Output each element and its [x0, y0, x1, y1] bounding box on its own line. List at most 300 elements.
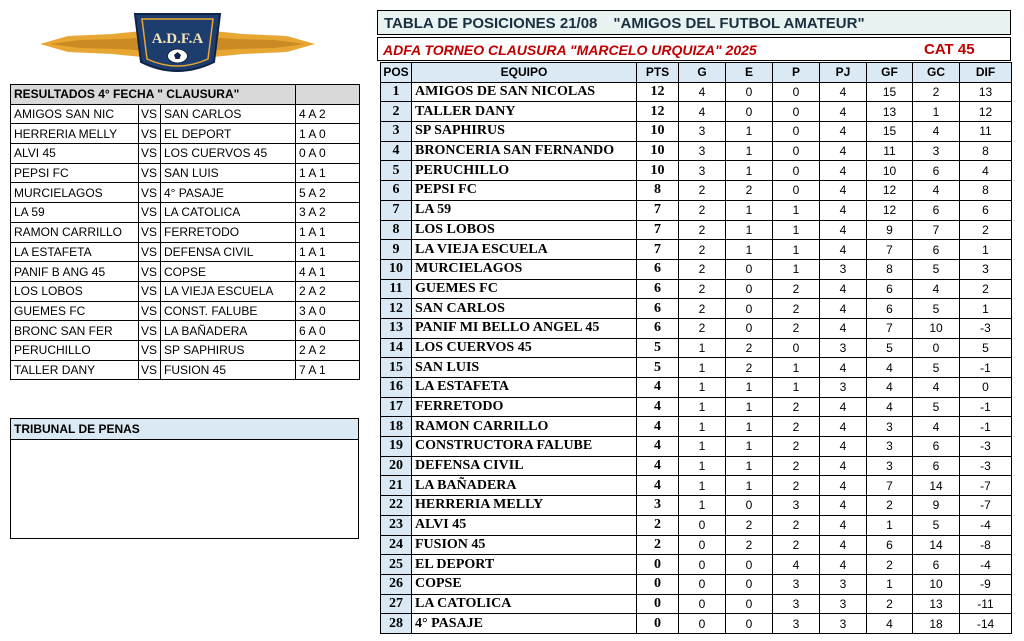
cell-pj: 4 [820, 437, 867, 457]
standings-row [381, 476, 1012, 496]
cell-pos: 21 [381, 476, 412, 496]
cell-pj: 4 [820, 279, 867, 299]
standings-row [381, 378, 1012, 398]
cell-gf: 7 [867, 240, 913, 260]
cell-gc: 18 [913, 614, 960, 634]
cell-p: 0 [773, 141, 820, 161]
cell-p: 3 [773, 574, 820, 594]
cell-gc: 10 [913, 318, 960, 338]
cell-pts: 6 [637, 259, 679, 279]
result-score: 1 A 1 [296, 222, 360, 242]
standings-row [381, 358, 1012, 378]
cell-pos: 6 [381, 181, 412, 201]
cell-pos: 2 [381, 102, 412, 122]
cell-dif: -8 [960, 535, 1012, 555]
result-away: LA BAÑADERA [161, 321, 296, 341]
cell-pj: 3 [820, 574, 867, 594]
cell-p: 0 [773, 82, 820, 102]
result-row [11, 321, 360, 341]
cell-dif: -3 [960, 456, 1012, 476]
cell-gc: 6 [913, 555, 960, 575]
result-away: EL DEPORT [161, 124, 296, 144]
cell-team: RAMON CARRILLO [412, 417, 637, 437]
cell-dif: 4 [960, 161, 1012, 181]
cell-gf: 3 [867, 417, 913, 437]
cell-pts: 4 [637, 476, 679, 496]
cell-g: 1 [679, 358, 726, 378]
cell-pos: 22 [381, 496, 412, 516]
result-home: LOS LOBOS [11, 281, 139, 301]
cell-e: 1 [726, 476, 773, 496]
cell-e: 0 [726, 259, 773, 279]
cell-dif: 5 [960, 338, 1012, 358]
cell-p: 2 [773, 279, 820, 299]
result-row [11, 124, 360, 144]
cell-gc: 7 [913, 220, 960, 240]
cell-e: 0 [726, 496, 773, 516]
cell-p: 1 [773, 200, 820, 220]
result-row [11, 144, 360, 164]
standings-header-row [381, 63, 1012, 83]
cell-e: 1 [726, 378, 773, 398]
standings-row [381, 220, 1012, 240]
result-away: CONST. FALUBE [161, 301, 296, 321]
result-score: 4 A 1 [296, 262, 360, 282]
cell-g: 3 [679, 141, 726, 161]
cell-gf: 5 [867, 338, 913, 358]
cell-g: 0 [679, 535, 726, 555]
result-home: GUEMES FC [11, 301, 139, 321]
cell-gf: 2 [867, 555, 913, 575]
result-home: AMIGOS SAN NIC [11, 104, 139, 124]
cell-dif: 2 [960, 220, 1012, 240]
cell-dif: -7 [960, 496, 1012, 516]
cell-g: 1 [679, 496, 726, 516]
cell-team: LA ESTAFETA [412, 378, 637, 398]
cell-pj: 4 [820, 476, 867, 496]
cell-pj: 4 [820, 200, 867, 220]
cell-gf: 6 [867, 279, 913, 299]
cell-gc: 14 [913, 535, 960, 555]
cell-team: LA 59 [412, 200, 637, 220]
cell-pts: 4 [637, 417, 679, 437]
cell-dif: -3 [960, 318, 1012, 338]
cell-pj: 3 [820, 614, 867, 634]
cell-g: 0 [679, 515, 726, 535]
result-row [11, 222, 360, 242]
column-header-pj: PJ [820, 63, 867, 83]
cell-pts: 12 [637, 82, 679, 102]
cell-pts: 7 [637, 200, 679, 220]
cell-pts: 8 [637, 181, 679, 201]
cell-gc: 3 [913, 141, 960, 161]
cell-pos: 18 [381, 417, 412, 437]
cell-e: 0 [726, 299, 773, 319]
cell-pj: 4 [820, 535, 867, 555]
cell-pts: 6 [637, 299, 679, 319]
cell-gf: 1 [867, 574, 913, 594]
standings-row [381, 614, 1012, 634]
cell-g: 2 [679, 220, 726, 240]
column-header-pts: PTS [637, 63, 679, 83]
cell-e: 0 [726, 82, 773, 102]
cell-dif: -14 [960, 614, 1012, 634]
cell-gf: 6 [867, 535, 913, 555]
result-row [11, 340, 360, 360]
cell-gc: 6 [913, 437, 960, 457]
cell-team: SAN CARLOS [412, 299, 637, 319]
result-score: 2 A 2 [296, 281, 360, 301]
result-away: COPSE [161, 262, 296, 282]
cell-p: 0 [773, 161, 820, 181]
cell-pj: 4 [820, 456, 867, 476]
standings-row [381, 535, 1012, 555]
result-away: SAN CARLOS [161, 104, 296, 124]
cell-pos: 19 [381, 437, 412, 457]
cell-pj: 4 [820, 318, 867, 338]
result-score: 4 A 2 [296, 104, 360, 124]
cell-p: 1 [773, 378, 820, 398]
cell-g: 2 [679, 240, 726, 260]
cell-g: 1 [679, 417, 726, 437]
cell-gc: 9 [913, 496, 960, 516]
cell-e: 1 [726, 122, 773, 142]
cell-pj: 4 [820, 102, 867, 122]
cell-pts: 0 [637, 574, 679, 594]
result-vs: VS [139, 262, 161, 282]
result-home: LA 59 [11, 203, 139, 223]
result-score: 6 A 0 [296, 321, 360, 341]
cell-e: 1 [726, 161, 773, 181]
standings-row [381, 456, 1012, 476]
cell-gf: 3 [867, 456, 913, 476]
cell-e: 2 [726, 515, 773, 535]
cell-p: 1 [773, 358, 820, 378]
cell-g: 1 [679, 456, 726, 476]
cell-p: 2 [773, 417, 820, 437]
column-header-gf: GF [867, 63, 913, 83]
standings-row [381, 82, 1012, 102]
cell-e: 2 [726, 181, 773, 201]
result-home: PANIF B ANG 45 [11, 262, 139, 282]
cell-gf: 12 [867, 181, 913, 201]
result-row [11, 203, 360, 223]
cell-p: 3 [773, 614, 820, 634]
cell-g: 2 [679, 318, 726, 338]
cell-g: 1 [679, 338, 726, 358]
results-table [10, 84, 360, 380]
cell-team: TALLER DANY [412, 102, 637, 122]
cell-pj: 4 [820, 417, 867, 437]
cell-p: 4 [773, 555, 820, 575]
tribunal-title: TRIBUNAL DE PENAS [11, 419, 358, 440]
result-away: LOS CUERVOS 45 [161, 144, 296, 164]
cell-pos: 20 [381, 456, 412, 476]
result-vs: VS [139, 340, 161, 360]
standings-title-left: TABLA DE POSICIONES 21/08 [384, 15, 598, 32]
result-score: 1 A 1 [296, 163, 360, 183]
cell-team: FERRETODO [412, 397, 637, 417]
cell-dif: -1 [960, 397, 1012, 417]
cell-dif: 8 [960, 181, 1012, 201]
result-score: 2 A 2 [296, 340, 360, 360]
cell-pj: 4 [820, 181, 867, 201]
category-label: CAT 45 [924, 41, 975, 58]
cell-e: 2 [726, 338, 773, 358]
cell-dif: 1 [960, 299, 1012, 319]
result-vs: VS [139, 360, 161, 380]
cell-dif: 8 [960, 141, 1012, 161]
cell-team: SP SAPHIRUS [412, 122, 637, 142]
result-row [11, 183, 360, 203]
cell-g: 0 [679, 555, 726, 575]
column-header-gc: GC [913, 63, 960, 83]
cell-g: 2 [679, 299, 726, 319]
result-score: 3 A 2 [296, 203, 360, 223]
cell-dif: 11 [960, 122, 1012, 142]
cell-pts: 6 [637, 318, 679, 338]
cell-e: 1 [726, 220, 773, 240]
cell-gc: 14 [913, 476, 960, 496]
cell-team: GUEMES FC [412, 279, 637, 299]
result-home: BRONC SAN FER [11, 321, 139, 341]
cell-p: 2 [773, 437, 820, 457]
cell-gc: 6 [913, 456, 960, 476]
cell-pos: 14 [381, 338, 412, 358]
cell-dif: -3 [960, 437, 1012, 457]
result-row [11, 104, 360, 124]
cell-g: 2 [679, 279, 726, 299]
result-home: ALVI 45 [11, 144, 139, 164]
result-score: 3 A 0 [296, 301, 360, 321]
cell-p: 0 [773, 122, 820, 142]
cell-pts: 2 [637, 515, 679, 535]
cell-gf: 7 [867, 318, 913, 338]
cell-gf: 7 [867, 476, 913, 496]
standings-row [381, 259, 1012, 279]
cell-g: 1 [679, 397, 726, 417]
cell-g: 3 [679, 161, 726, 181]
result-vs: VS [139, 163, 161, 183]
cell-pj: 4 [820, 141, 867, 161]
cell-gf: 8 [867, 259, 913, 279]
adfa-logo [40, 10, 315, 78]
cell-dif: 3 [960, 259, 1012, 279]
cell-pts: 0 [637, 594, 679, 614]
result-vs: VS [139, 203, 161, 223]
column-header-p: P [773, 63, 820, 83]
standings-row [381, 574, 1012, 594]
cell-pts: 4 [637, 397, 679, 417]
cell-gc: 2 [913, 82, 960, 102]
cell-pos: 9 [381, 240, 412, 260]
cell-dif: -1 [960, 358, 1012, 378]
cell-team: LOS CUERVOS 45 [412, 338, 637, 358]
cell-g: 0 [679, 614, 726, 634]
cell-g: 1 [679, 476, 726, 496]
cell-pos: 8 [381, 220, 412, 240]
results-title: RESULTADOS 4° FECHA " CLAUSURA" [11, 85, 296, 105]
cell-pts: 0 [637, 614, 679, 634]
result-vs: VS [139, 281, 161, 301]
cell-gc: 6 [913, 200, 960, 220]
cell-gf: 4 [867, 614, 913, 634]
tournament-subtitle [377, 37, 1011, 61]
cell-pts: 10 [637, 122, 679, 142]
cell-team: CONSTRUCTORA FALUBE [412, 437, 637, 457]
cell-pos: 4 [381, 141, 412, 161]
result-home: PERUCHILLO [11, 340, 139, 360]
cell-pts: 4 [637, 456, 679, 476]
cell-gc: 10 [913, 574, 960, 594]
cell-pj: 4 [820, 496, 867, 516]
column-header-equipo: EQUIPO [412, 63, 637, 83]
cell-gc: 4 [913, 279, 960, 299]
cell-pos: 24 [381, 535, 412, 555]
cell-dif: 13 [960, 82, 1012, 102]
cell-p: 3 [773, 594, 820, 614]
cell-g: 2 [679, 200, 726, 220]
cell-pj: 4 [820, 220, 867, 240]
cell-p: 2 [773, 535, 820, 555]
cell-pj: 3 [820, 378, 867, 398]
cell-gc: 4 [913, 122, 960, 142]
cell-pos: 3 [381, 122, 412, 142]
column-header-e: E [726, 63, 773, 83]
cell-gc: 13 [913, 594, 960, 614]
cell-pts: 0 [637, 555, 679, 575]
cell-gf: 4 [867, 378, 913, 398]
cell-pos: 15 [381, 358, 412, 378]
cell-pj: 4 [820, 515, 867, 535]
cell-gc: 0 [913, 338, 960, 358]
result-vs: VS [139, 124, 161, 144]
standings-row [381, 161, 1012, 181]
cell-e: 0 [726, 555, 773, 575]
result-row [11, 360, 360, 380]
cell-dif: 2 [960, 279, 1012, 299]
cell-e: 1 [726, 240, 773, 260]
standings-row [381, 338, 1012, 358]
result-vs: VS [139, 301, 161, 321]
result-score: 0 A 0 [296, 144, 360, 164]
cell-team: MURCIELAGOS [412, 259, 637, 279]
cell-dif: -9 [960, 574, 1012, 594]
cell-p: 2 [773, 476, 820, 496]
cell-pj: 4 [820, 358, 867, 378]
standings-row [381, 240, 1012, 260]
cell-pos: 1 [381, 82, 412, 102]
standings-table [380, 62, 1012, 634]
cell-gf: 4 [867, 397, 913, 417]
cell-g: 4 [679, 102, 726, 122]
standings-row [381, 299, 1012, 319]
cell-pos: 26 [381, 574, 412, 594]
cell-e: 0 [726, 594, 773, 614]
result-away: DEFENSA CIVIL [161, 242, 296, 262]
result-row [11, 242, 360, 262]
cell-pos: 25 [381, 555, 412, 575]
cell-pts: 6 [637, 279, 679, 299]
standings-row [381, 594, 1012, 614]
result-away: SP SAPHIRUS [161, 340, 296, 360]
result-away: 4° PASAJE [161, 183, 296, 203]
result-away: LA CATOLICA [161, 203, 296, 223]
cell-e: 0 [726, 102, 773, 122]
result-score: 1 A 0 [296, 124, 360, 144]
cell-team: ALVI 45 [412, 515, 637, 535]
cell-pts: 5 [637, 358, 679, 378]
result-home: TALLER DANY [11, 360, 139, 380]
cell-dif: 1 [960, 240, 1012, 260]
cell-e: 1 [726, 417, 773, 437]
cell-gc: 1 [913, 102, 960, 122]
result-row [11, 281, 360, 301]
cell-pts: 12 [637, 102, 679, 122]
cell-gf: 15 [867, 122, 913, 142]
cell-gc: 6 [913, 240, 960, 260]
cell-e: 2 [726, 535, 773, 555]
cell-gf: 6 [867, 299, 913, 319]
cell-pos: 27 [381, 594, 412, 614]
result-vs: VS [139, 242, 161, 262]
cell-p: 3 [773, 496, 820, 516]
standings-row [381, 437, 1012, 457]
cell-e: 1 [726, 397, 773, 417]
cell-team: COPSE [412, 574, 637, 594]
cell-team: PERUCHILLO [412, 161, 637, 181]
cell-gc: 5 [913, 397, 960, 417]
cell-pos: 17 [381, 397, 412, 417]
standings-row [381, 141, 1012, 161]
result-score: 5 A 2 [296, 183, 360, 203]
cell-team: EL DEPORT [412, 555, 637, 575]
results-header-empty [296, 85, 360, 105]
standings-title-right: "AMIGOS DEL FUTBOL AMATEUR" [613, 15, 865, 32]
standings-row [381, 102, 1012, 122]
standings-title [377, 10, 1011, 35]
standings-row [381, 279, 1012, 299]
cell-team: FUSION 45 [412, 535, 637, 555]
standings-row [381, 555, 1012, 575]
cell-team: LOS LOBOS [412, 220, 637, 240]
cell-pts: 3 [637, 496, 679, 516]
cell-dif: -1 [960, 417, 1012, 437]
result-home: LA ESTAFETA [11, 242, 139, 262]
cell-gf: 13 [867, 102, 913, 122]
cell-p: 1 [773, 259, 820, 279]
cell-pj: 4 [820, 122, 867, 142]
result-row [11, 262, 360, 282]
cell-p: 2 [773, 515, 820, 535]
cell-p: 0 [773, 181, 820, 201]
cell-team: PEPSI FC [412, 181, 637, 201]
cell-team: DEFENSA CIVIL [412, 456, 637, 476]
cell-pos: 11 [381, 279, 412, 299]
cell-team: LA VIEJA ESCUELA [412, 240, 637, 260]
cell-p: 2 [773, 318, 820, 338]
cell-g: 0 [679, 574, 726, 594]
cell-pos: 12 [381, 299, 412, 319]
cell-pj: 3 [820, 594, 867, 614]
cell-dif: 6 [960, 200, 1012, 220]
result-vs: VS [139, 183, 161, 203]
cell-gf: 2 [867, 594, 913, 614]
result-away: FUSION 45 [161, 360, 296, 380]
cell-gf: 2 [867, 496, 913, 516]
cell-gc: 5 [913, 259, 960, 279]
cell-g: 2 [679, 181, 726, 201]
